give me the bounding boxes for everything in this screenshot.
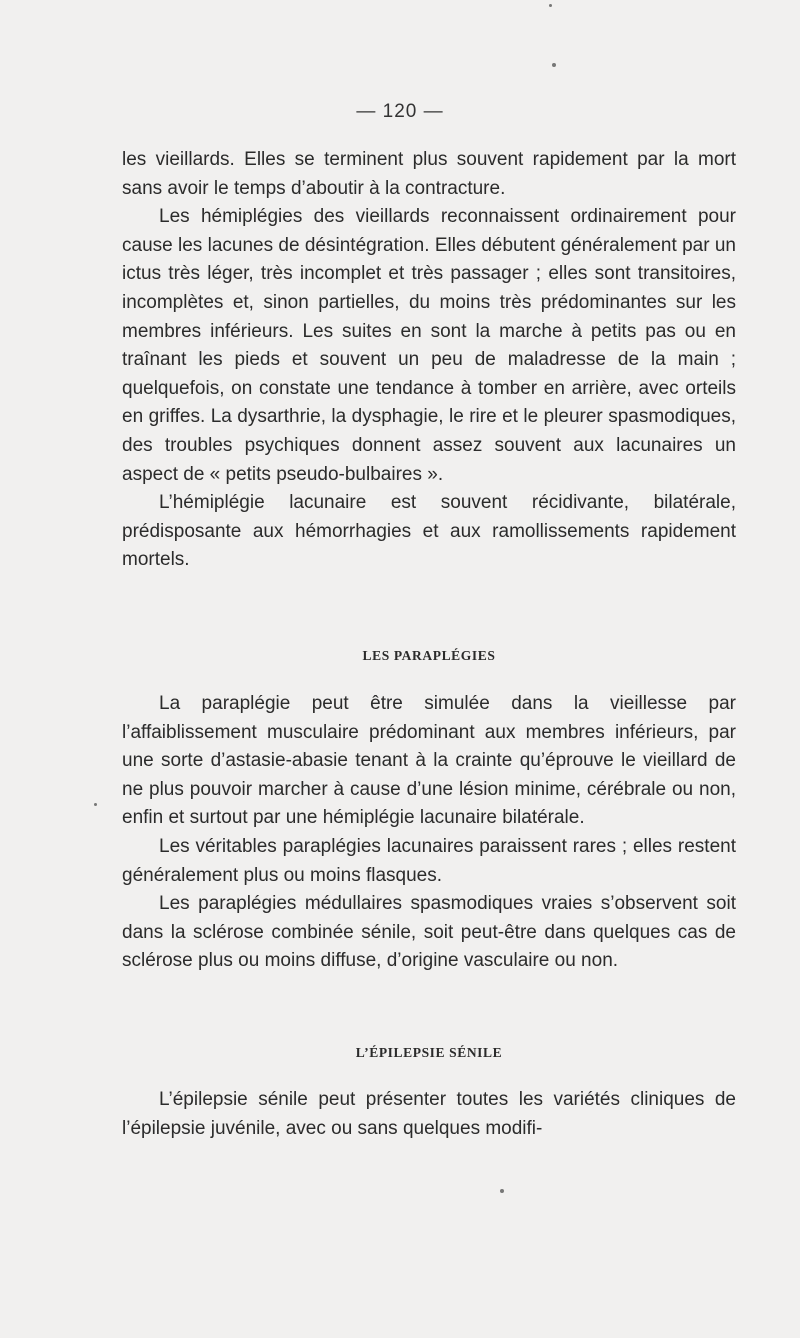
paragraph: La paraplégie peut être simulée dans la vieillesse par l’affaiblissement musculaire prédominant aux membres inférieurs, par une sorte d’astasie-abasie tenant à la crainte qu’éprouve le vieillard de ne plus pouvoir marcher à cause d’une lésion minime, cérébrale ou non, enfin et surtout par une hémiplégie lacunaire bilatérale.	[122, 693, 736, 829]
paper-speck	[94, 803, 97, 806]
text-block-paraplegies	[122, 690, 736, 976]
text-block-intro	[122, 146, 736, 575]
paper-speck	[500, 1189, 504, 1193]
paragraph: Les paraplégies médullaires spasmodiques vraies s’observent soit dans la sclérose combinée sénile, soit peut-être dans quelques cas de sclérose plus ou moins diffuse, d’origine vasculaire ou non.	[122, 893, 736, 972]
paper-speck	[552, 63, 556, 67]
page-number: — 120 —	[356, 101, 444, 122]
paper-speck	[549, 4, 552, 7]
paragraph: L’hémiplégie lacunaire est souvent récidivante, bilatérale, prédisposante aux hémorrhagies et aux ramollissements rapidement mortels.	[122, 492, 736, 571]
paragraph: Les véritables paraplégies lacunaires paraissent rares ; elles restent généralement plus ou moins flasques.	[122, 835, 736, 886]
section-heading-paraplegies: LES PARAPLÉGIES	[362, 648, 496, 663]
text-block-epilepsie	[122, 1086, 736, 1143]
section-heading-epilepsie: L’ÉPILEPSIE SÉNILE	[355, 1045, 503, 1060]
paragraph: Les hémiplégies des vieillards reconnaissent ordinairement pour cause les lacunes de désintégration. Elles débutent généralement par un ictus très léger, très incomplet et très passager ; elles sont transitoires, incomplètes et, sinon partielles, du moins très prédominantes sur les membres inférieurs. Les suites en sont la marche à petits pas ou en traînant les pieds et souvent un peu de maladresse de la main ; quelquefois, on constate une tendance à tomber en arrière, avec orteils en griffes. La dysarthrie, la dysphagie, le rire et le pleurer spasmodiques, des troubles psychiques donnent assez souvent aux lacunaires un aspect de « petits pseudo-bulbaires ».	[122, 206, 736, 485]
paragraph: les vieillards. Elles se terminent plus souvent rapidement par la mort sans avoir le temps d’aboutir à la contracture.	[122, 149, 736, 199]
paragraph: L’épilepsie sénile peut présenter toutes les variétés cliniques de l’épilepsie juvénile, avec ou sans quelques modifi-	[122, 1089, 736, 1139]
